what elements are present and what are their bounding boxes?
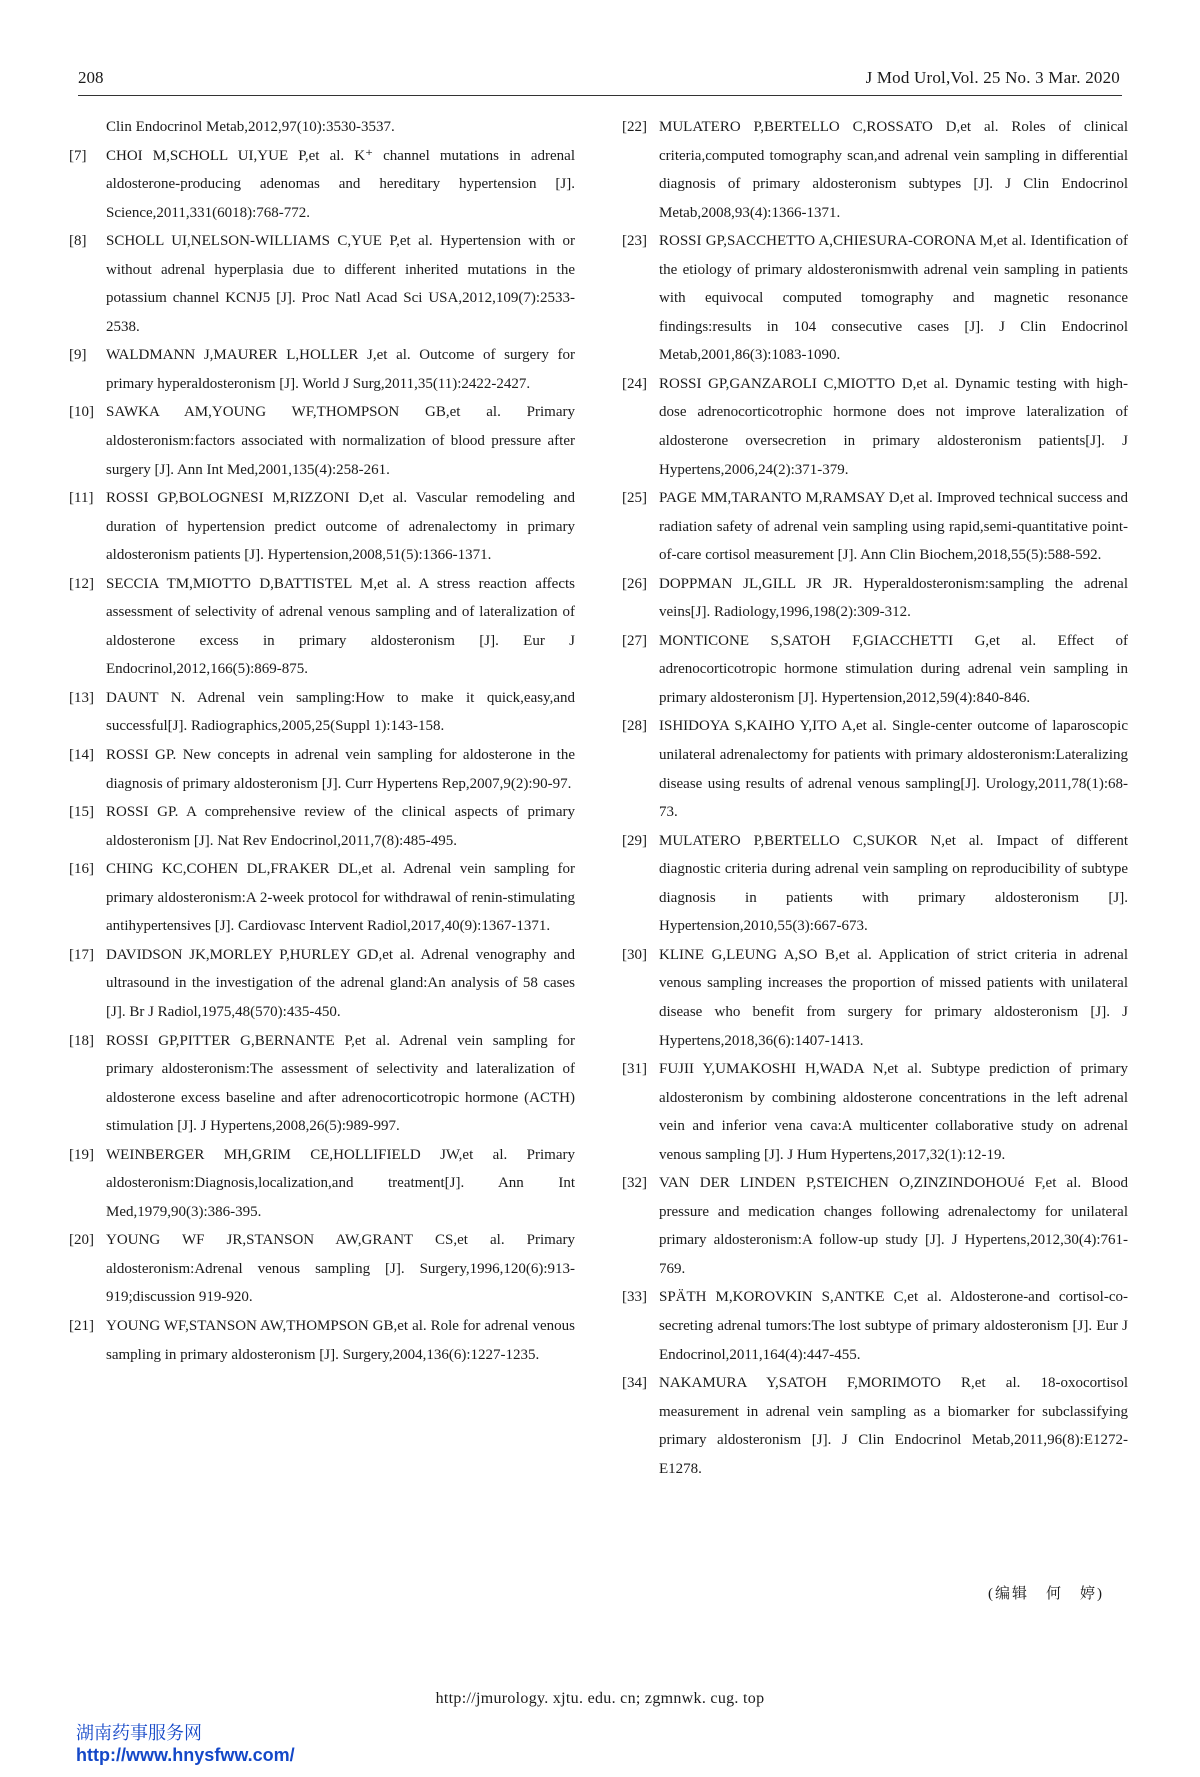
reference-item — [69, 1226, 575, 1312]
reference-text: WALDMANN J,MAURER L,HOLLER J,et al. Outcome of surgery for primary hyperaldosteronism [J]. World J Surg,2011,35(11):2422-2427. — [106, 347, 575, 392]
reference-text: SAWKA AM,YOUNG WF,THOMPSON GB,et al. Primary aldosteronism:factors associated with normalization of blood pressure after surgery [J]. Ann Int Med,2001,135(4):258-261. — [106, 404, 575, 478]
reference-item — [622, 113, 1128, 227]
reference-item — [69, 855, 575, 941]
reference-item — [622, 484, 1128, 570]
reference-text: MULATERO P,BERTELLO C,ROSSATO D,et al. Roles of clinical criteria,computed tomography scan,and adrenal vein sampling in differential diagnosis of primary aldosteronism subtypes [J]. J Clin Endocrinol Metab,2008,93(4):1366-1371. — [659, 119, 1128, 221]
reference-item — [622, 941, 1128, 1055]
reference-item — [69, 113, 575, 142]
footer-url[interactable]: http://jmurology. xjtu. edu. cn; zgmnwk. cug. top — [435, 1690, 765, 1707]
reference-item — [622, 1369, 1128, 1483]
reference-number: [27] — [622, 632, 647, 649]
reference-item — [622, 1283, 1128, 1369]
reference-item — [69, 227, 575, 341]
reference-item — [622, 570, 1128, 627]
reference-text: DOPPMAN JL,GILL JR JR. Hyperaldosteronism:sampling the adrenal veins[J]. Radiology,1996,198(2):309-312. — [659, 575, 1128, 621]
reference-column-right — [622, 113, 1128, 1483]
reference-column-left — [69, 113, 575, 1369]
reference-item — [69, 142, 575, 228]
reference-number: [24] — [622, 375, 647, 392]
reference-number: [34] — [622, 1375, 647, 1392]
reference-text: MONTICONE S,SATOH F,GIACCHETTI G,et al. Effect of adrenocorticotropic hormone stimulation during adrenal vein sampling in primary aldosteronism [J]. Hypertension,2012,59(4):840-846. — [659, 632, 1128, 706]
reference-number: [17] — [69, 946, 94, 963]
watermark-site-name: 湖南药事服务网 — [76, 1723, 202, 1743]
reference-text: ROSSI GP. New concepts in adrenal vein sampling for aldosterone in the diagnosis of primary aldosteronism [J]. Curr Hypertens Rep,2007,9(2):90-97. — [106, 747, 575, 792]
reference-list-left — [69, 113, 575, 1369]
reference-item — [622, 712, 1128, 826]
reference-number: [33] — [622, 1289, 647, 1306]
header-divider — [78, 95, 1122, 96]
reference-item — [69, 684, 575, 741]
editor-note: (编辑 何 婷) — [988, 1586, 1104, 1602]
reference-item — [69, 741, 575, 798]
reference-text: DAVIDSON JK,MORLEY P,HURLEY GD,et al. Adrenal venography and ultrasound in the investigation of the adrenal gland:An analysis of 58 cases [J]. Br J Radiol,1975,48(570):435-450. — [106, 946, 575, 1020]
reference-text: FUJII Y,UMAKOSHI H,WADA N,et al. Subtype prediction of primary aldosteronism by combining aldosterone concentrations in the left adrenal vein and inferior vena cava:A multicenter collaborative study on adrenal venous sampling [J]. J Hum Hypertens,2017,32(1):12-19. — [659, 1061, 1128, 1163]
reference-number: [20] — [69, 1232, 94, 1249]
reference-text: DAUNT N. Adrenal vein sampling:How to make it quick,easy,and successful[J]. Radiographics,2005,25(Suppl 1):143-158. — [106, 689, 575, 735]
reference-number: [29] — [622, 832, 647, 849]
reference-text: SPÄTH M,KOROVKIN S,ANTKE C,et al. Aldosterone-and cortisol-co-secreting adrenal tumors:The lost subtype of primary aldosteronism [J]. Eur J Endocrinol,2011,164(4):447-455. — [659, 1289, 1128, 1363]
reference-list-right — [622, 113, 1128, 1483]
reference-number: [9] — [69, 347, 87, 364]
reference-item — [69, 941, 575, 1027]
running-head: J Mod Urol,Vol. 25 No. 3 Mar. 2020 — [865, 68, 1120, 87]
reference-number: [8] — [69, 233, 87, 250]
reference-text: MULATERO P,BERTELLO C,SUKOR N,et al. Impact of different diagnostic criteria during adrenal vein sampling on reproducibility of subtype diagnosis in patients with primary aldosteronism [J]. Hypertension,2010,55(3):667-673. — [659, 832, 1128, 935]
reference-number: [19] — [69, 1146, 94, 1163]
reference-text: PAGE MM,TARANTO M,RAMSAY D,et al. Improved technical success and radiation safety of adrenal vein sampling using rapid,semi-quantitative point-of-care cortisol measurement [J]. Ann Clin Biochem,2018,55(5):588-592. — [659, 490, 1128, 564]
reference-number: [26] — [622, 575, 647, 592]
reference-item — [69, 484, 575, 570]
reference-number: [21] — [69, 1317, 94, 1334]
reference-text: ROSSI GP,GANZAROLI C,MIOTTO D,et al. Dynamic testing with high-dose adrenocorticotrophic hormone does not improve lateralization of aldosterone oversecretion in primary aldosteronism patients[J]. J Hypertens,2006,24(2):371-379. — [659, 375, 1128, 478]
reference-number: [23] — [622, 233, 647, 250]
watermark-link[interactable]: http://www.hnysfww.com/ — [76, 1745, 295, 1765]
reference-number: [18] — [69, 1032, 94, 1049]
reference-number: [15] — [69, 804, 94, 821]
reference-item — [69, 398, 575, 484]
reference-item — [622, 827, 1128, 941]
reference-text: Clin Endocrinol Metab,2012,97(10):3530-3537. — [106, 119, 395, 135]
reference-item — [622, 1055, 1128, 1169]
reference-number: [14] — [69, 747, 94, 764]
reference-item — [69, 1312, 575, 1369]
reference-number: [13] — [69, 689, 94, 706]
reference-number: [31] — [622, 1061, 647, 1078]
reference-item — [622, 227, 1128, 370]
reference-number: [12] — [69, 575, 94, 592]
reference-item — [622, 1169, 1128, 1283]
reference-text: SCHOLL UI,NELSON-WILLIAMS C,YUE P,et al. Hypertension with or without adrenal hyperplasia due to different inherited mutations in the potassium channel KCNJ5 [J]. Proc Natl Acad Sci USA,2012,109(7):2533-2538. — [106, 233, 575, 335]
reference-number: [22] — [622, 119, 647, 135]
reference-item — [622, 370, 1128, 484]
reference-number: [10] — [69, 404, 94, 421]
reference-item — [69, 798, 575, 855]
reference-item — [69, 1141, 575, 1227]
reference-item — [69, 1027, 575, 1141]
reference-text: SECCIA TM,MIOTTO D,BATTISTEL M,et al. A stress reaction affects assessment of selectivity of adrenal venous sampling and of lateralization of aldosterone excess in primary aldosteronism [J]. Eur J Endocrinol,2012,166(5):869-875. — [106, 575, 575, 678]
reference-number: [32] — [622, 1175, 647, 1192]
reference-text: ROSSI GP,PITTER G,BERNANTE P,et al. Adrenal vein sampling for primary aldosteronism:The assessment of selectivity and lateralization of aldosterone excess baseline and after adrenocorticotropic hormone (ACTH) stimulation [J]. J Hypertens,2008,26(5):989-997. — [106, 1032, 575, 1135]
reference-item — [69, 570, 575, 684]
page-number: 208 — [78, 68, 104, 87]
reference-text: NAKAMURA Y,SATOH F,MORIMOTO R,et al. 18-oxocortisol measurement in adrenal vein sampling as a biomarker for subclassifying primary aldosteronism [J]. J Clin Endocrinol Metab,2011,96(8):E1272-E1278. — [659, 1375, 1128, 1477]
reference-text: ROSSI GP. A comprehensive review of the clinical aspects of primary aldosteronism [J]. Nat Rev Endocrinol,2011,7(8):485-495. — [106, 804, 575, 849]
reference-text: ROSSI GP,SACCHETTO A,CHIESURA-CORONA M,et al. Identification of the etiology of primary aldosteronismwith adrenal vein sampling in patients with equivocal computed tomography and magnetic resonance findings:results in 104 consecutive cases [J]. J Clin Endocrinol Metab,2001,86(3):1083-1090. — [659, 233, 1128, 364]
watermark — [76, 1722, 295, 1766]
reference-text: YOUNG WF,STANSON AW,THOMPSON GB,et al. Role for adrenal venous sampling in primary aldosteronism [J]. Surgery,2004,136(6):1227-1235. — [106, 1317, 575, 1363]
reference-text: VAN DER LINDEN P,STEICHEN O,ZINZINDOHOUé F,et al. Blood pressure and medication changes following adrenalectomy for unilateral primary aldosteronism:A follow-up study [J]. J Hypertens,2012,30(4):761-769. — [659, 1175, 1128, 1277]
reference-text: CHING KC,COHEN DL,FRAKER DL,et al. Adrenal vein sampling for primary aldosteronism:A 2-week protocol for withdrawal of renin-stimulating antihypertensives [J]. Cardiovasc Intervent Radiol,2017,40(9):1367-1371. — [106, 861, 575, 935]
reference-number — [69, 113, 106, 142]
reference-number: [25] — [622, 490, 647, 507]
reference-text: CHOI M,SCHOLL UI,YUE P,et al. K⁺ channel mutations in adrenal aldosterone-producing adenomas and hereditary hypertension [J]. Science,2011,331(6018):768-772. — [106, 147, 575, 221]
reference-number: [7] — [69, 147, 87, 164]
reference-number: [11] — [69, 490, 94, 507]
reference-text: ROSSI GP,BOLOGNESI M,RIZZONI D,et al. Vascular remodeling and duration of hypertension predict outcome of adrenalectomy in primary aldosteronism patients [J]. Hypertension,2008,51(5):1366-1371. — [106, 490, 575, 564]
reference-text: YOUNG WF JR,STANSON AW,GRANT CS,et al. Primary aldosteronism:Adrenal venous sampling [J]. Surgery,1996,120(6):913-919;discussion 919-920. — [106, 1232, 575, 1306]
reference-text: ISHIDOYA S,KAIHO Y,ITO A,et al. Single-center outcome of laparoscopic unilateral adrenalectomy for patients with primary aldosteronism:Lateralizing disease using results of adrenal venous sampling[J]. Urology,2011,78(1):68-73. — [659, 718, 1128, 821]
reference-number: [16] — [69, 861, 94, 878]
reference-text: WEINBERGER MH,GRIM CE,HOLLIFIELD JW,et al. Primary aldosteronism:Diagnosis,localization,and treatment[J]. Ann Int Med,1979,90(3):386-395. — [106, 1146, 575, 1220]
reference-number: [28] — [622, 718, 647, 735]
reference-item — [69, 341, 575, 398]
reference-item — [622, 627, 1128, 713]
reference-number: [30] — [622, 946, 647, 963]
reference-text: KLINE G,LEUNG A,SO B,et al. Application of strict criteria in adrenal venous sampling increases the proportion of missed patients with unilateral disease who benefit from surgery for primary aldosteronism [J]. J Hypertens,2018,36(6):1407-1413. — [659, 946, 1128, 1049]
